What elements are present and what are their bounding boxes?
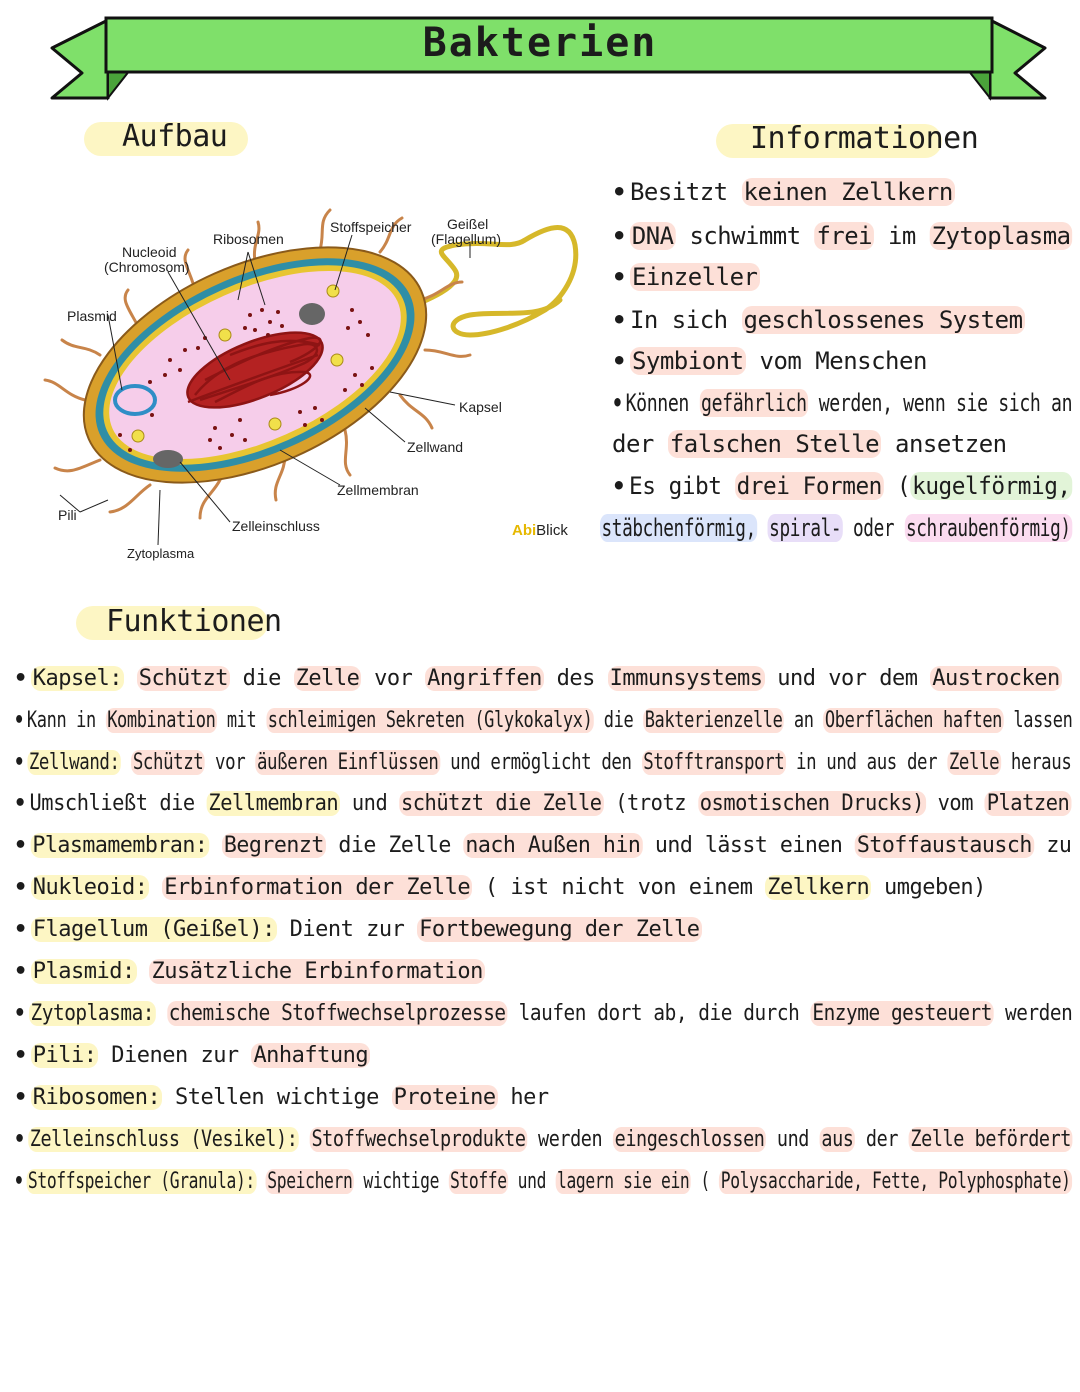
bacteria-diagram (0, 150, 600, 580)
section-aufbau: Aufbau (122, 119, 228, 154)
info-line-3: • Einzeller (612, 263, 758, 291)
function-line-umschliesst: • Umschließt die Zellmembran und schützt die Zelle (trotz osmotischen Drucks) vom Platzen (14, 791, 1070, 816)
function-line-ribosomen: • Ribosomen: Stellen wichtige Proteine her (14, 1085, 549, 1110)
label-chromosom: (Chromosom) (104, 259, 190, 275)
label-plasmid: Plasmid (67, 308, 117, 324)
label-nucleoid: Nucleoid (122, 244, 177, 260)
function-line-plasmamembran: • Plasmamembran: Begrenzt die Zelle nach Außen hin und lässt einen Stoffaustausch zu (14, 833, 1072, 858)
function-line-plasmid: • Plasmid: Zusätzliche Erbinformation (14, 959, 483, 984)
inclusion-2 (153, 450, 183, 468)
abiblick-logo (512, 522, 568, 539)
section-funktionen: Funktionen (106, 604, 282, 639)
info-line-6: • Können gefährlich werden, wenn sie sich an (612, 389, 1073, 417)
info-line-1: • Besitzt keinen Zellkern (612, 178, 953, 206)
inclusion-1 (299, 303, 325, 325)
function-line-kombination: • Kann in Kombination mit schleimigen Sekreten (Glykokalyx) die Bakterienzelle an Oberflächen haften lassen (14, 708, 1073, 733)
info-line-5: • Symbiont vom Menschen (612, 347, 927, 375)
label-zellwand: Zellwand (407, 439, 464, 455)
label-zellmembran: Zellmembran (337, 482, 419, 498)
function-line-zytoplasma: • Zytoplasma: chemische Stoffwechselprozesse laufen dort ab, die durch Enzyme gesteuert werden (14, 1001, 1073, 1026)
info-line-8: • Es gibt drei Formen (kugelförmig, (612, 472, 1071, 500)
logo-blick: Blick (536, 522, 568, 539)
function-line-flagellum: • Flagellum (Geißel): Dient zur Fortbewegung der Zelle (14, 917, 700, 942)
info-line-7: der falschen Stelle ansetzen (612, 430, 1007, 458)
function-line-zelleinschluss: • Zelleinschluss (Vesikel): Stoffwechselprodukte werden eingeschlossen und aus der Zelle befördert (14, 1127, 1072, 1152)
label-pili: Pili (58, 507, 77, 523)
info-line-4: • In sich geschlossenes System (612, 306, 1023, 334)
function-line-pili: • Pili: Dienen zur Anhaftung (14, 1043, 369, 1068)
info-line-2: • DNA schwimmt frei im Zytoplasma (612, 222, 1071, 250)
info-line-9: stäbchenförmig, spiral- oder schraubenförmig) (601, 514, 1071, 542)
label-stoffspeicher: Stoffspeicher (330, 219, 412, 235)
label-ribosomen: Ribosomen (213, 231, 284, 247)
label-kapsel: Kapsel (459, 399, 502, 415)
label-zelleinschluss: Zelleinschluss (232, 518, 320, 534)
label-zytoplasma: Zytoplasma (127, 546, 195, 561)
label-flagellum: (Flagellum) (431, 231, 502, 247)
section-informationen: Informationen (750, 121, 979, 156)
function-line-stoffspeicher: • Stoffspeicher (Granula): Speichern wichtige Stoffe und lagern sie ein ( Polysaccharide, Fette, Polyphosphate) (14, 1169, 1071, 1194)
label-geissel: Geißel (447, 216, 489, 232)
function-line-zellwand: • Zellwand: Schützt vor äußeren Einflüssen und ermöglicht den Stofftransport in und aus der Zelle heraus (14, 750, 1072, 775)
page-title: Bakterien (422, 20, 658, 66)
function-line-nukleoid: • Nukleoid: Erbinformation der Zelle ( ist nicht von einem Zellkern umgeben) (14, 875, 986, 900)
logo-abi: Abi (512, 522, 537, 539)
function-line-kapsel: • Kapsel: Schützt die Zelle vor Angriffen des Immunsystems und vor dem Austrocken (14, 666, 1060, 691)
